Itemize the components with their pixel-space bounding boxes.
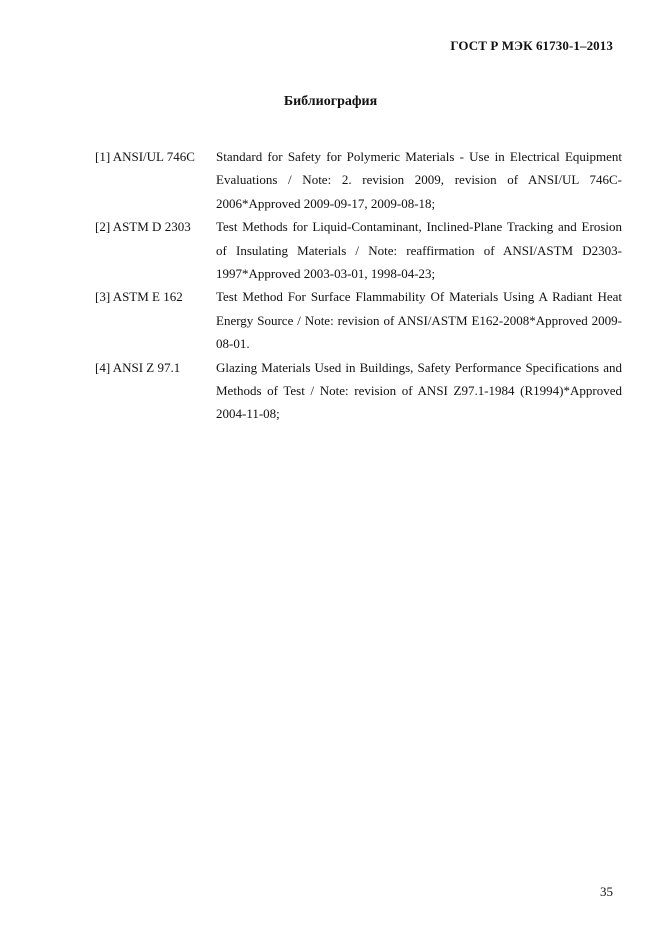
reference-text: Glazing Materials Used in Buildings, Safety Performance Specifications and Methods of Test / Note: revision of ANSI Z97.1-1984 (R1994)*Approved 2004-11-08;	[216, 359, 622, 422]
reference-key: [2] ASTM D 2303	[95, 219, 191, 235]
reference-key: [4] ANSI Z 97.1	[95, 359, 181, 375]
reference-text: Standard for Safety for Polymeric Materials - Use in Electrical Equipment Evaluations / Note: 2. revision 2009, revision of ANSI/UL 746C-2006*Approved 2009-09-17, 2009-08-18;	[216, 149, 622, 211]
reference-key: [3] ASTM E 162	[95, 289, 183, 305]
bibliography-entry	[95, 215, 622, 285]
bibliography-entry	[95, 145, 622, 215]
bibliography-entry	[95, 285, 622, 355]
page-number: 35	[600, 884, 613, 899]
reference-text: Test Method For Surface Flammability Of Materials Using A Radiant Heat Energy Source / Note: revision of ANSI/ASTM E162-2008*Approved 2009-08-01.	[216, 289, 622, 352]
bibliography-list	[95, 145, 622, 426]
reference-key: [1] ANSI/UL 746C	[95, 149, 195, 164]
document-code-header: ГОСТ Р МЭК 61730-1–2013	[450, 38, 613, 53]
bibliography-entry	[95, 356, 622, 426]
bibliography-title: Библиография	[283, 94, 378, 109]
reference-text: Test Methods for Liquid-Contaminant, Inclined-Plane Tracking and Erosion of Insulating Materials / Note: reaffirmation of ANSI/ASTM D2303-1997*Approved 2003-03-01, 1998-04-23;	[216, 219, 622, 282]
